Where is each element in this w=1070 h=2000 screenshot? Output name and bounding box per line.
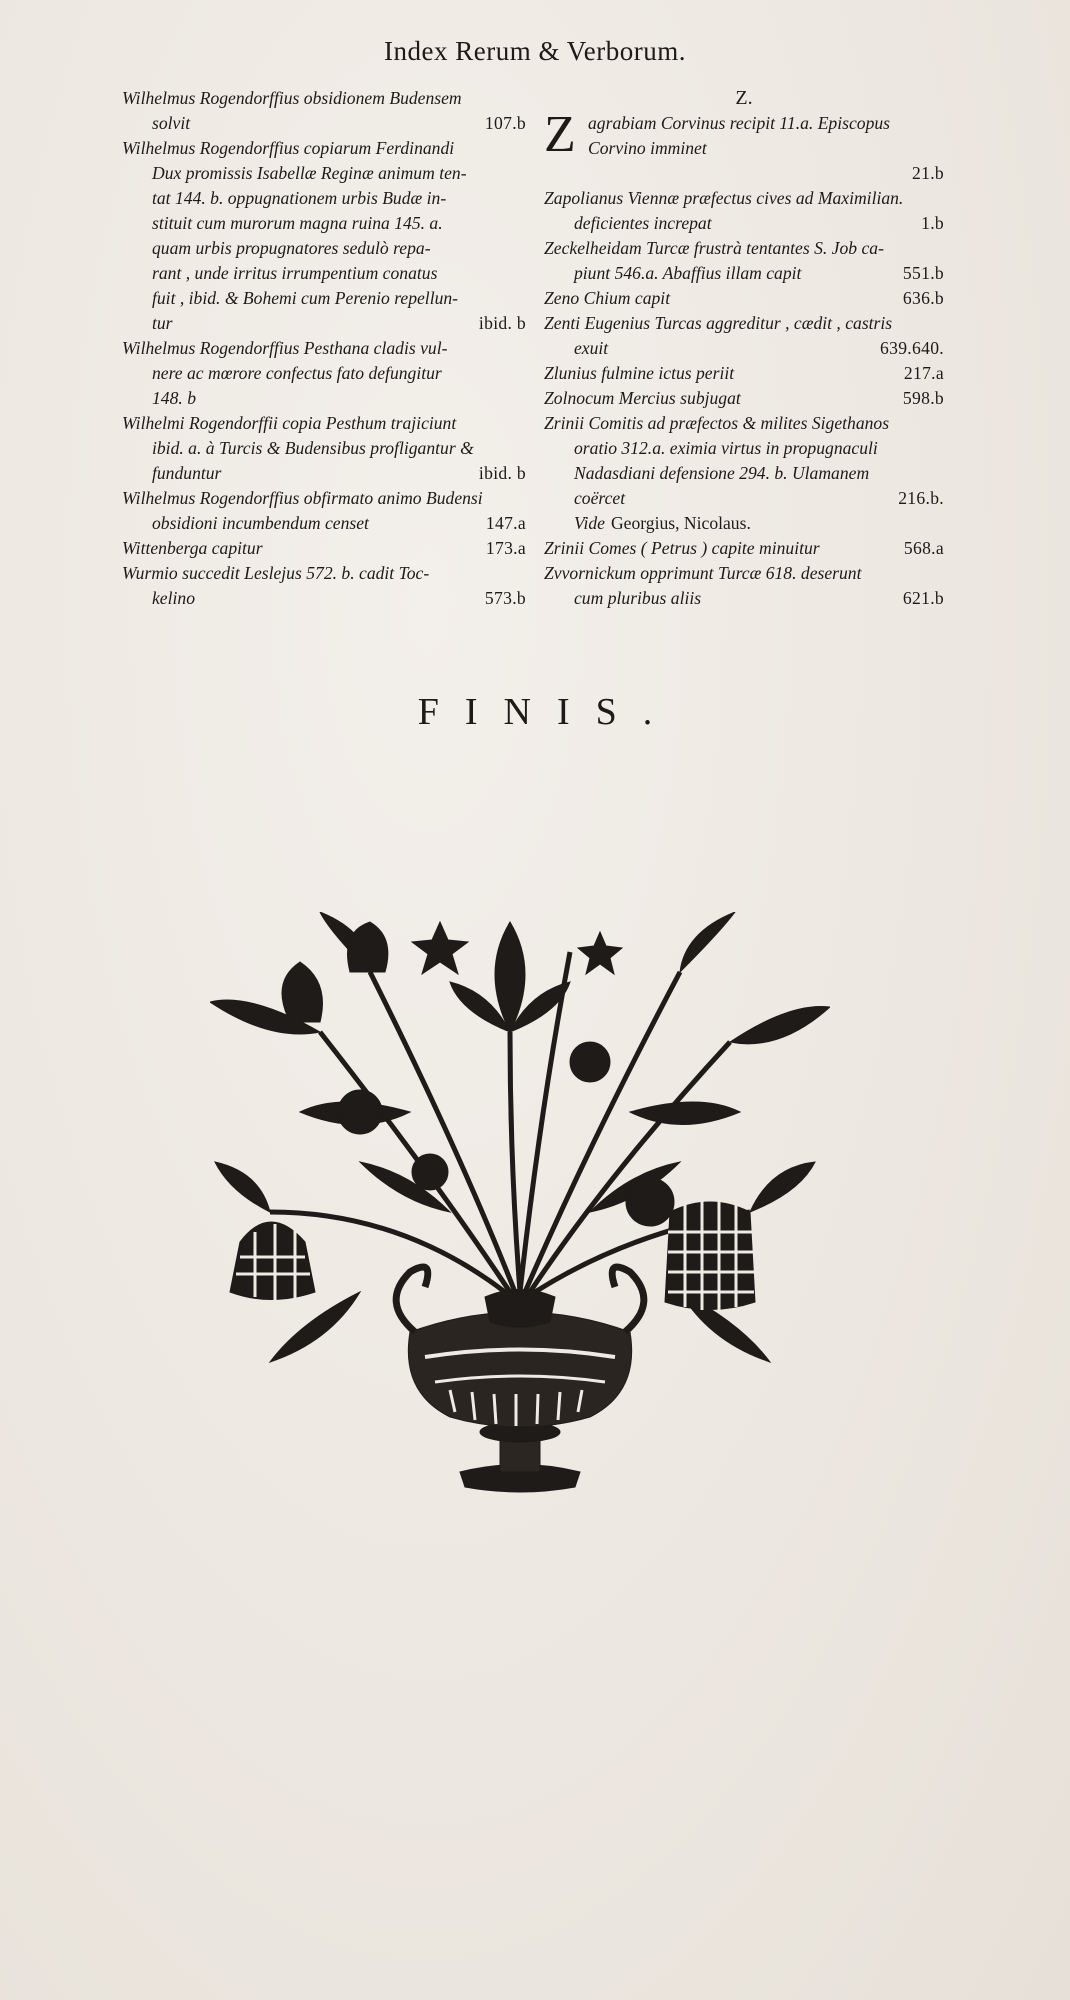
page-reference: 1.b (921, 213, 944, 233)
entry-text: Wilhelmus Rogendorffius Pesthana cladis vul- (122, 338, 448, 358)
index-entry (122, 336, 526, 411)
entry-line (544, 361, 944, 386)
entry-line (544, 436, 944, 461)
entry-line (544, 261, 944, 286)
page-reference: 639.640. (880, 338, 944, 358)
entry-text: Zvvornickum opprimunt Turcæ 618. deserunt (544, 563, 862, 583)
index-entry (544, 286, 944, 311)
entry-text: Zrinii Comes ( Petrus ) capite minuitur (544, 538, 820, 558)
entry-line (122, 311, 526, 336)
entry-text: piunt 546.a. Abaffius illam capit (574, 263, 802, 283)
page-reference: ibid. b (478, 463, 526, 483)
entry-text: fuit , ibid. & Bohemi cum Perenio repellun- (152, 288, 459, 308)
entry-text: kelino (152, 588, 195, 608)
entry-text: Dux promissis Isabellæ Reginæ animum ten- (152, 163, 467, 183)
entry-text: rant , unde irritus irrumpentium conatus (152, 263, 438, 283)
entry-text: tur (152, 313, 173, 333)
flower-vase-woodcut-icon (210, 912, 830, 1512)
entry-text: Nadasdiani defensione 294. b. Ulamanem (574, 463, 870, 483)
entry-text: Zeno Chium capit (544, 288, 671, 308)
index-entry (122, 411, 526, 486)
page-reference: 217.a (903, 363, 944, 383)
page-header: Index Rerum & Verborum. (384, 36, 686, 66)
entry-line (122, 111, 526, 136)
entry-text: Zapolianus Viennæ præfectus cives ad Maximilian. (544, 188, 904, 208)
entry-line (544, 486, 944, 511)
letter-heading: Z. (735, 87, 753, 109)
page-reference: 636.b (902, 288, 944, 308)
entry-text: Vide (574, 513, 605, 533)
entry-line (544, 386, 944, 411)
index-column-right (544, 86, 944, 611)
entry-text: solvit (152, 113, 191, 133)
page-reference: 216.b. (898, 488, 944, 508)
page-reference: 107.b (484, 113, 526, 133)
entry-text: ibid. a. à Turcis & Budensibus profligantur & (152, 438, 474, 458)
entry-line (122, 261, 526, 286)
index-column-left (122, 86, 526, 611)
entry-text: cum pluribus aliis (574, 588, 702, 608)
entry-line (122, 361, 526, 386)
drop-cap: Z (544, 106, 576, 163)
entry-line (122, 486, 526, 511)
entry-text: obsidioni incumbendum censet (152, 513, 369, 533)
entry-text: deficientes increpat (574, 213, 712, 233)
entry-text: Wilhelmus Rogendorffius obsidionem Budensem (122, 88, 462, 108)
entry-line (544, 311, 944, 336)
entry-line (122, 286, 526, 311)
entry-line (544, 186, 944, 211)
index-entry (544, 311, 944, 361)
index-entry (544, 386, 944, 411)
entry-line (122, 161, 526, 186)
entry-line (122, 436, 526, 461)
entry-text: Zeckelheidam Turcæ frustrà tentantes S. Job ca- (544, 238, 884, 258)
entry-text: Wurmio succedit Leslejus 572. b. cadit Toc- (122, 563, 430, 583)
entry-text: quam urbis propugnatores sedulò repa- (152, 238, 431, 258)
page-reference: 568.a (903, 538, 944, 558)
entry-line (122, 561, 526, 586)
entry-line (544, 511, 944, 536)
entry-line (544, 236, 944, 261)
index-entry (122, 486, 526, 536)
entry-line (122, 586, 526, 611)
index-entry (544, 561, 944, 611)
index-entry (544, 106, 944, 186)
page-reference: 598.b (902, 388, 944, 408)
entry-line (544, 586, 944, 611)
entry-text: exuit (574, 338, 609, 358)
page-reference: ibid. b (478, 313, 526, 333)
entry-text: Zolnocum Mercius subjugat (544, 388, 741, 408)
entry-line (544, 286, 944, 311)
index-entry (544, 236, 944, 286)
entry-line (544, 136, 944, 161)
finis-heading: FINIS. (417, 691, 679, 733)
page-reference: 573.b (484, 588, 526, 608)
entry-line (122, 411, 526, 436)
page-reference: 147.a (485, 513, 526, 533)
page-reference: 21.b (912, 163, 944, 183)
entry-line (544, 411, 944, 436)
page-reference: 621.b (902, 588, 944, 608)
index-entry (122, 86, 526, 136)
entry-line (544, 336, 944, 361)
cross-reference-names: Georgius, Nicolaus. (610, 513, 751, 533)
entry-line (544, 536, 944, 561)
entry-line (122, 236, 526, 261)
index-entry (544, 536, 944, 561)
entry-line (122, 136, 526, 161)
index-entry (122, 536, 526, 561)
entry-line (122, 511, 526, 536)
entry-line (122, 386, 526, 411)
entry-line (122, 336, 526, 361)
entry-line (544, 461, 944, 486)
entry-line (544, 211, 944, 236)
entry-line (122, 536, 526, 561)
entry-text: Wilhelmus Rogendorffius copiarum Ferdinandi (122, 138, 455, 158)
entry-text: funduntur (152, 463, 222, 483)
entry-text: oratio 312.a. eximia virtus in propugnaculi (574, 438, 878, 458)
entry-text: Wilhelmus Rogendorffius obfirmato animo Budensi (122, 488, 483, 508)
entry-text: Corvino imminet (588, 138, 707, 158)
index-entry (544, 361, 944, 386)
index-entry (544, 186, 944, 236)
entry-line (544, 561, 944, 586)
index-entry (122, 136, 526, 336)
page-reference: 551.b (902, 263, 944, 283)
entry-text: coërcet (574, 488, 626, 508)
page-reference: 173.a (485, 538, 526, 558)
entry-text: Zlunius fulmine ictus periit (544, 363, 735, 383)
entry-text: stituit cum murorum magna ruina 145. a. (152, 213, 443, 233)
entry-text: Zrinii Comitis ad præfectos & milites Sigethanos (544, 413, 890, 433)
entry-text: 148. b (152, 388, 196, 408)
entry-line (122, 86, 526, 111)
entry-line: agrabiam Corvinus recipit 11.a. Episcopus (588, 113, 891, 133)
entry-line (122, 461, 526, 486)
index-entry (122, 561, 526, 611)
entry-text: Wilhelmi Rogendorffii copia Pesthum trajiciunt (122, 413, 457, 433)
entry-line (122, 186, 526, 211)
entry-text: nere ac mœrore confectus fato defungitur (152, 363, 442, 383)
index-entry (544, 411, 944, 536)
entry-text: Wittenberga capitur (122, 538, 263, 558)
entry-text: tat 144. b. oppugnationem urbis Budæ in- (152, 188, 447, 208)
entry-text: Zenti Eugenius Turcas aggreditur , cædit , castris (544, 313, 893, 333)
entry-line (122, 211, 526, 236)
